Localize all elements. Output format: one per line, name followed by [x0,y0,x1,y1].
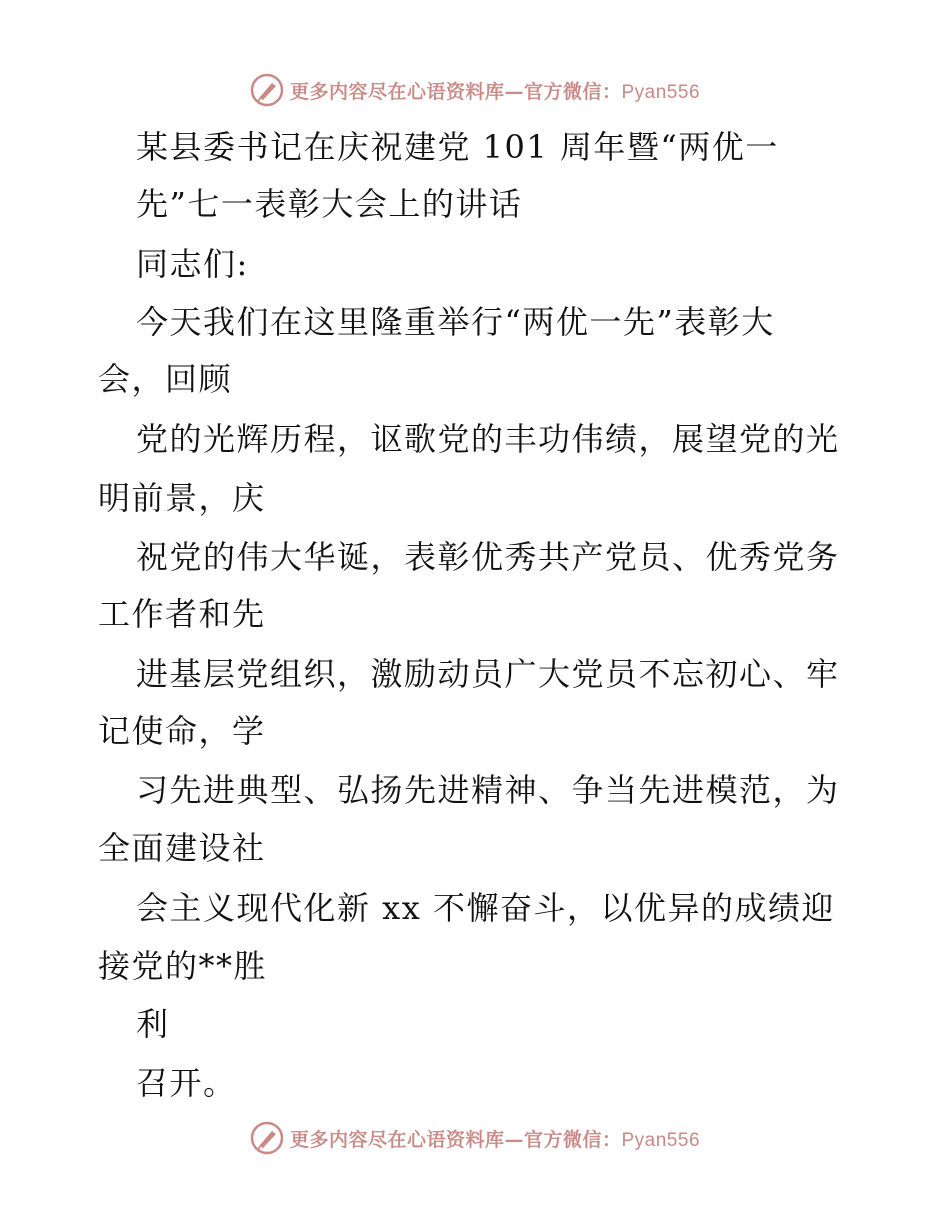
paragraph-line: 会主义现代化新 xx 不懈奋斗，以优异的成绩迎 [136,889,835,927]
document-title-line-1: 某县委书记在庆祝建党 101 周年暨“两优一 [136,128,779,166]
paragraph-line: 利 [136,1005,170,1043]
watermark-text: 更多内容尽在心语资料库—官方微信：Pyan556 [289,80,701,103]
pen-logo-icon [250,73,284,107]
paragraph-line: 记使命，学 [98,712,266,750]
paragraph-line: 全面建设社 [98,829,266,867]
watermark-text: 更多内容尽在心语资料库—官方微信：Pyan556 [289,1128,701,1151]
paragraph-line: 接党的**胜 [98,947,268,985]
paragraph-line: 祝党的伟大华诞，表彰优秀共产党员、优秀党务 [136,538,840,576]
header-watermark [0,70,950,110]
footer-watermark [0,1118,950,1158]
paragraph-line: 会，回顾 [98,360,233,398]
paragraph-line: 工作者和先 [98,595,266,633]
paragraph-line: 进基层党组织，激励动员广大党员不忘初心、牢 [136,655,840,693]
paragraph-line: 今天我们在这里隆重举行“两优一先”表彰大 [136,303,775,341]
paragraph-line: 明前景，庆 [98,479,266,517]
pen-logo-icon [250,1121,284,1155]
document-title-line-2: 先”七一表彰大会上的讲话 [136,185,523,223]
paragraph-line: 党的光辉历程，讴歌党的丰功伟绩，展望党的光 [136,420,840,458]
salutation: 同志们: [136,245,249,283]
paragraph-line: 习先进典型、弘扬先进精神、争当先进模范，为 [136,771,840,809]
paragraph-line: 召开。 [136,1064,237,1102]
